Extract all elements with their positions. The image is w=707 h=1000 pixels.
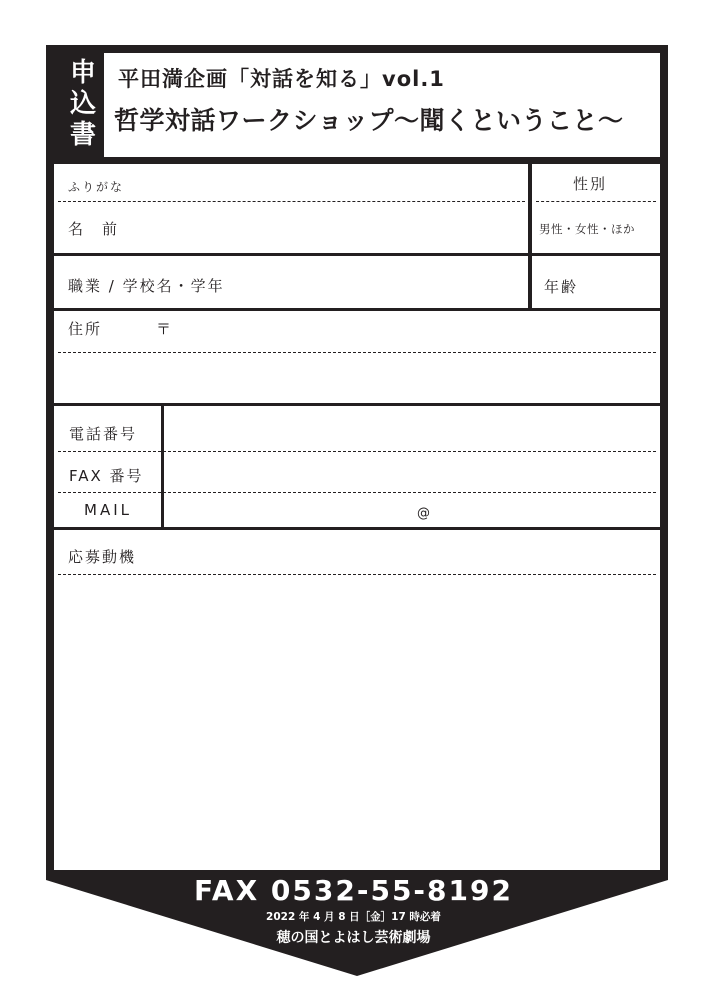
- divider: [58, 451, 656, 452]
- venue-name: 穂の国とよはし芸術劇場: [276, 930, 431, 946]
- divider: [58, 492, 656, 493]
- name-cell[interactable]: [54, 164, 528, 253]
- divider: [58, 352, 656, 353]
- application-stamp: [66, 58, 100, 151]
- deadline-text: 2022 年 4 月 8 日［金］17 時必着: [266, 911, 441, 923]
- address-cell[interactable]: [54, 311, 660, 403]
- occupation-label: 職業 / 学校名・学年: [68, 277, 225, 295]
- stamp-char: 書: [69, 120, 96, 150]
- contact-inputs[interactable]: [164, 406, 660, 527]
- divider: [58, 201, 525, 202]
- at-mark: @: [417, 506, 432, 521]
- event-title: 平田満企画「対話を知る」vol.1: [118, 67, 445, 91]
- divider: [536, 201, 656, 202]
- motivation-cell[interactable]: [54, 530, 660, 870]
- gender-label: 性別: [573, 175, 608, 193]
- divider: [58, 574, 656, 575]
- stamp-char: 込: [69, 89, 96, 119]
- address-label: 住所: [68, 320, 103, 338]
- postal-mark: 〒: [156, 320, 174, 338]
- age-label: 年齢: [544, 278, 579, 296]
- fax-label: FAX 番号: [69, 467, 144, 485]
- fax-number: FAX 0532-55-8192: [194, 874, 513, 907]
- name-label: 名 前: [68, 220, 120, 238]
- furigana-label: ふりがな: [68, 180, 125, 194]
- stamp-char: 申: [69, 58, 96, 88]
- workshop-title: 哲学対話ワークショップ〜聞くということ〜: [114, 106, 624, 135]
- mail-label: MAIL: [84, 501, 132, 519]
- phone-label: 電話番号: [69, 425, 138, 443]
- gender-options: 男性・女性・ほか: [539, 222, 635, 236]
- motivation-label: 応募動機: [68, 548, 137, 566]
